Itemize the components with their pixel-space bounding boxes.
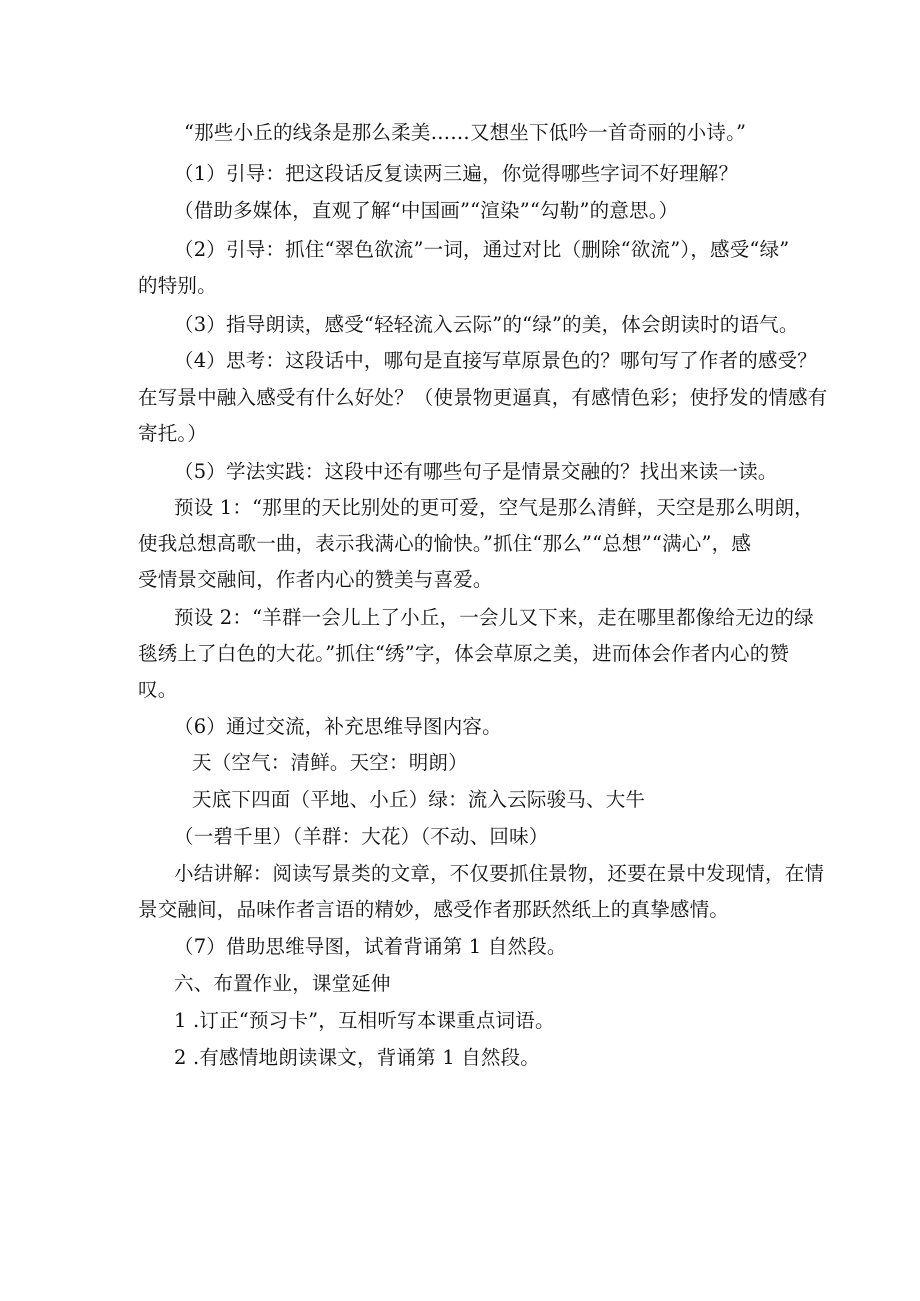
preset-2-line: 预设 2：“羊群一会儿上了小丘，一会儿又下来，走在哪里都像给无边的绿 bbox=[174, 606, 814, 629]
step-2-line: （2）引导：抓住“翠色欲流”一词，通过对比（删除“欲流”），感受“绿” bbox=[174, 238, 790, 261]
preset-1-continuation-1: 使我总想高歌一曲，表示我满心的愉快。”抓住“那么”“总想”“满心”，感 bbox=[138, 532, 752, 555]
step-4-continuation-2: 寄托。） bbox=[138, 422, 208, 445]
preset-1-continuation-2: 受情景交融间，作者内心的赞美与喜爱。 bbox=[138, 568, 493, 591]
preset-2-continuation-2: 叹。 bbox=[138, 678, 178, 701]
step-6-line: （6）通过交流，补充思维导图内容。 bbox=[174, 715, 502, 738]
summary-line: 小结讲解：阅读写景类的文章，不仅要抓住景物，还要在景中发现情，在情 bbox=[174, 862, 825, 885]
homework-item-2: 2 .有感情地朗读课文，背诵第 1 自然段。 bbox=[174, 1046, 541, 1069]
step-1-note-line: （借助多媒体，直观了解“中国画”“渲染”“勾勒”的意思。） bbox=[174, 199, 679, 222]
mindmap-line-3: （一碧千里）（羊群：大花）（不动、回味） bbox=[174, 825, 549, 848]
preset-1-line: 预设 1：“那里的天比别处的更可爱，空气是那么清鲜，天空是那么明朗， bbox=[174, 496, 814, 519]
step-2-continuation: 的特别。 bbox=[138, 274, 217, 297]
step-7-line: （7）借助思维导图，试着背诵第 1 自然段。 bbox=[174, 935, 567, 958]
step-3-line: （3）指导朗读，感受“轻轻流入云际”的“绿”的美，体会朗读时的语气。 bbox=[174, 313, 799, 336]
summary-continuation: 景交融间，品味作者言语的精妙，感受作者那跃然纸上的真挚感情。 bbox=[138, 898, 730, 921]
step-5-line: （5）学法实践：这段中还有哪些句子是情景交融的？找出来读一读。 bbox=[174, 460, 778, 483]
homework-item-1: 1 .订正“预习卡”，互相听写本课重点词语。 bbox=[174, 1009, 555, 1032]
step-4-line: （4）思考：这段话中，哪句是直接写草原景色的？哪句写了作者的感受？ bbox=[174, 349, 818, 372]
quote-line: “那些小丘的线条是那么柔美……又想坐下低吟一首奇丽的小诗。” bbox=[184, 121, 747, 144]
section-6-heading: 六、布置作业，课堂延伸 bbox=[174, 972, 391, 995]
step-1-line: （1）引导：把这段话反复读两三遍，你觉得哪些字词不好理解？ bbox=[174, 162, 739, 185]
step-4-continuation-1: 在写景中融入感受有什么好处？（使景物更逼真，有感情色彩；使抒发的情感有 bbox=[138, 386, 828, 409]
preset-2-continuation-1: 毯绣上了白色的大花。”抓住“绣”字，体会草原之美，进而体会作者内心的赞 bbox=[138, 642, 790, 665]
mindmap-line-1: 天（空气：清鲜。天空：明朗） bbox=[192, 751, 468, 774]
mindmap-line-2: 天底下四面（平地、小丘）绿：流入云际骏马、大牛 bbox=[192, 788, 646, 811]
